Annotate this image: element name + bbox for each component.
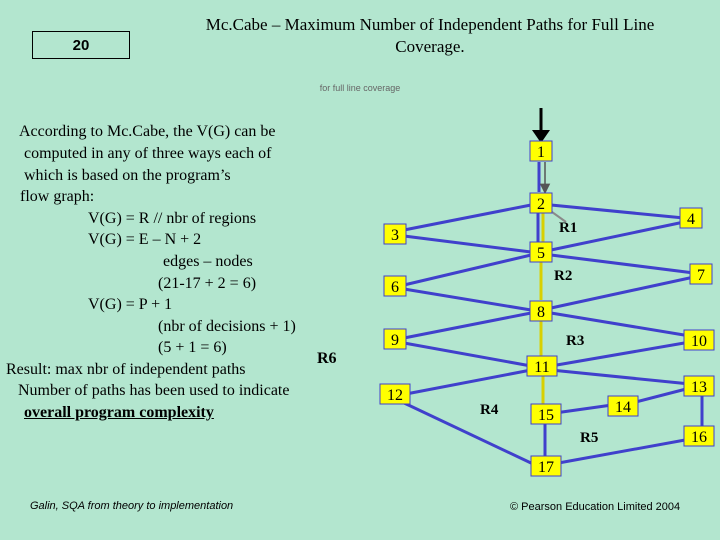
footer-copyright: © Pearson Education Limited 2004	[510, 501, 681, 513]
body-line: According to Mc.Cabe, the V(G) can be	[19, 123, 276, 140]
svg-text:6: 6	[391, 279, 399, 296]
slide-title: Mc.Cabe – Maximum Number of Independent Paths for Full Line Coverage.	[205, 15, 655, 56]
edge-3-5	[404, 236, 531, 252]
node-5	[530, 242, 552, 262]
body-line: (21-17 + 2 = 6)	[158, 275, 257, 292]
body-line: computed in any of three ways each of	[24, 145, 272, 162]
svg-text:14: 14	[615, 399, 631, 416]
body-line-emphasis: overall program complexity	[24, 404, 214, 421]
node-15	[531, 404, 561, 424]
edge-8-9	[404, 313, 531, 338]
edge-7-8	[551, 277, 694, 308]
edge-6-8	[404, 289, 531, 310]
node-16	[684, 426, 714, 446]
body-line: V(G) = P + 1	[88, 296, 173, 313]
nodes	[380, 141, 714, 476]
edge-2-3	[404, 205, 531, 230]
node-1	[530, 141, 552, 161]
node-8	[530, 301, 552, 321]
svg-text:11: 11	[534, 359, 550, 376]
node-13	[684, 376, 714, 396]
node-7	[690, 264, 712, 284]
region-label-r6: R6	[317, 350, 337, 367]
edge-11-12	[406, 370, 531, 394]
node-14	[608, 396, 638, 416]
edge-5-7	[551, 255, 694, 273]
svg-text:5: 5	[537, 245, 545, 262]
body-line: flow graph:	[20, 188, 95, 205]
node-17	[531, 456, 561, 476]
svg-text:12: 12	[387, 387, 403, 404]
footer-citation-text: Galin, SQA from theory to implementation	[30, 500, 234, 512]
edge-11-13	[551, 370, 690, 384]
body-line: V(G) = R // nbr of regions	[88, 210, 257, 227]
svg-text:16: 16	[691, 429, 707, 446]
region-label-r5: R5	[580, 430, 599, 446]
region-label-r4: R4	[480, 402, 499, 418]
body-line: V(G) = E – N + 2	[88, 231, 202, 248]
body-line: Number of paths has been used to indicate	[18, 382, 290, 399]
body-line: (5 + 1 = 6)	[158, 339, 227, 356]
body-line: edges – nodes	[163, 253, 253, 270]
node-6	[384, 276, 406, 296]
svg-text:15: 15	[538, 407, 554, 424]
edge-13-14	[632, 388, 690, 403]
edge-16-17	[553, 438, 696, 464]
edge-9-11	[404, 343, 531, 366]
svg-text:1: 1	[537, 144, 545, 161]
body-line: (nbr of decisions + 1)	[158, 318, 296, 335]
body-line: Result: max nbr of independent paths	[6, 361, 246, 378]
footer-citation	[30, 500, 233, 512]
svg-text:7: 7	[697, 267, 705, 284]
svg-text:13: 13	[691, 379, 707, 396]
node-4	[680, 208, 702, 228]
region-label-r3: R3	[566, 333, 585, 349]
node-12	[380, 384, 410, 404]
edge-5-6	[404, 255, 531, 285]
node-9	[384, 329, 406, 349]
svg-text:8: 8	[537, 304, 545, 321]
svg-text:10: 10	[691, 333, 707, 350]
edge-14-15	[555, 405, 612, 413]
node-3	[384, 224, 406, 244]
edge-12-17	[402, 402, 531, 463]
node-11	[527, 356, 557, 376]
body-line: which is based on the program’s	[24, 167, 231, 184]
slide-subtitle: for full line coverage	[319, 83, 401, 93]
region-label-r1: R1	[559, 220, 578, 236]
svg-text:2: 2	[537, 196, 545, 213]
svg-text:17: 17	[538, 459, 554, 476]
node-10	[684, 330, 714, 350]
svg-text:4: 4	[687, 211, 695, 228]
edge-2-4	[551, 205, 684, 218]
svg-text:3: 3	[391, 227, 399, 244]
svg-text:9: 9	[391, 332, 399, 349]
region-label-r2: R2	[554, 268, 573, 284]
entry-arrow	[532, 108, 550, 143]
slide-number: 20	[72, 36, 90, 54]
node-2	[530, 193, 552, 213]
